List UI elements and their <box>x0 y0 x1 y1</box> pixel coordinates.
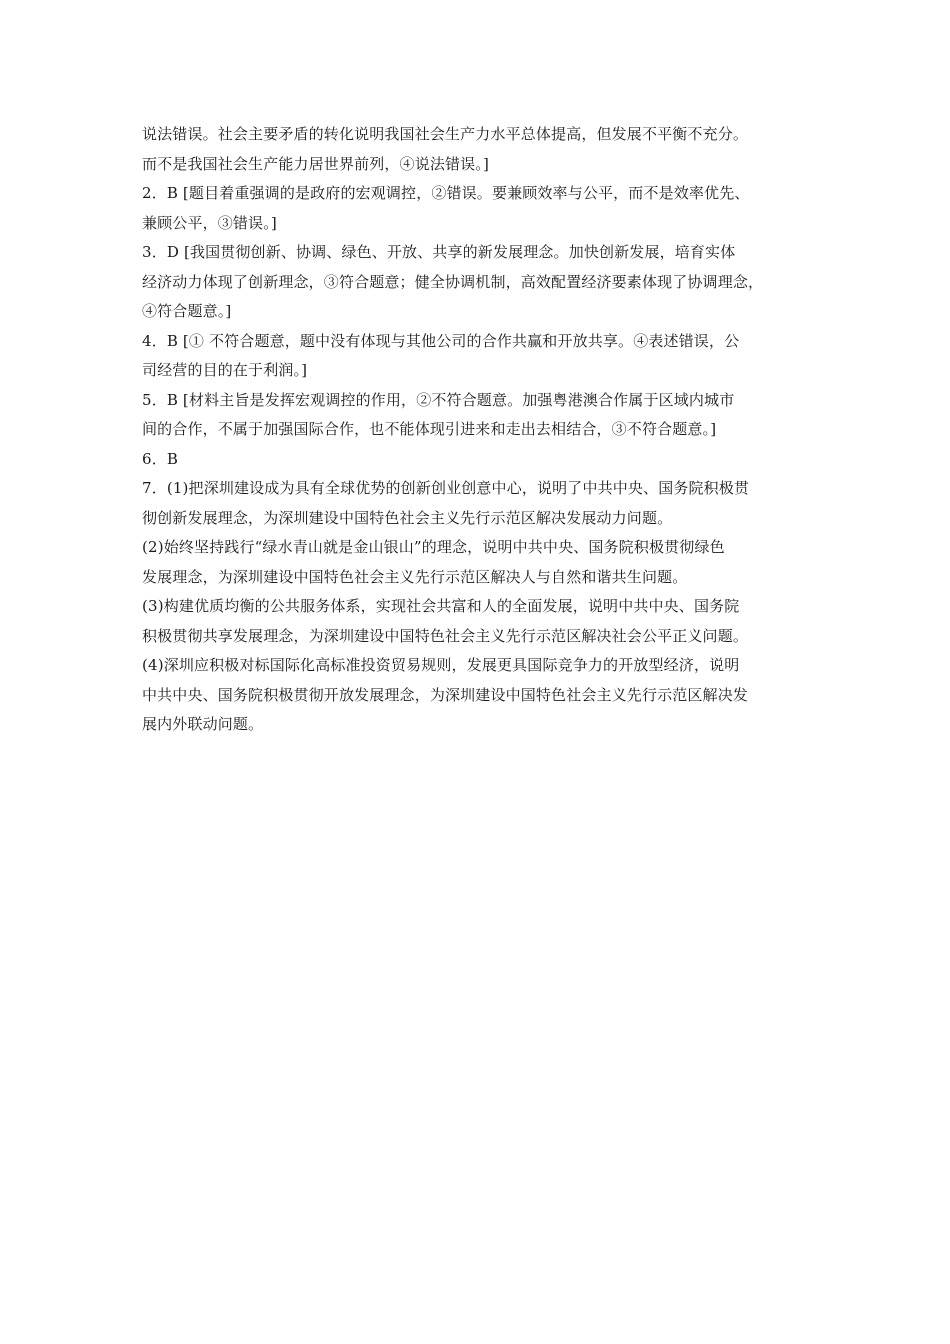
text-line: 发展理念，为深圳建设中国特色社会主义先行示范区解决人与自然和谐共生问题。 <box>142 567 688 586</box>
text-line: 中共中央、国务院积极贯彻开放发展理念，为深圳建设中国特色社会主义先行示范区解决发 <box>142 685 749 704</box>
answer-7-line: 7．(1)把深圳建设成为具有全球优势的创新创业创意中心，说明了中共中央、国务院积极贯 <box>142 479 750 497</box>
text-line: 兼顾公平，③错误。] <box>142 213 277 232</box>
text-line: 而不是我国社会生产能力居世界前列，④说法错误。] <box>142 154 489 173</box>
text-line: 积极贯彻共享发展理念，为深圳建设中国特色社会主义先行示范区解决社会公平正义问题。 <box>142 626 749 645</box>
answer-3-line: 3．D [我国贯彻创新、协调、绿色、开放、共享的新发展理念。加快创新发展，培育实体 <box>142 243 736 261</box>
answer-6-line: 6．B <box>142 449 179 468</box>
text-line: 司经营的目的在于利润。] <box>142 361 308 379</box>
answer-2-line: 2．B [题目着重强调的是政府的宏观调控，②错误。要兼顾效率与公平，而不是效率优先、 <box>142 184 750 202</box>
text-line: 说法错误。社会主要矛盾的转化说明我国社会生产力水平总体提高，但发展不平衡不充分。 <box>142 125 749 143</box>
text-line: (3)构建优质均衡的公共服务体系，实现社会共富和人的全面发展，说明中共中央、国务院 <box>142 597 740 615</box>
answer-4-line: 4．B [① 不符合题意，题中没有体现与其他公司的合作共赢和开放共享。④表述错误，公 <box>142 331 740 350</box>
text-line: 彻创新发展理念，为深圳建设中国特色社会主义先行示范区解决发展动力问题。 <box>142 508 673 527</box>
text-line: (2)始终坚持践行“绿水青山就是金山银山”的理念，说明中共中央、国务院积极贯彻绿色 <box>142 538 725 556</box>
text-line: (4)深圳应积极对标国际化高标准投资贸易规则，发展更具国际竞争力的开放型经济，说明 <box>142 656 740 674</box>
text-line: 展内外联动问题。 <box>142 715 264 733</box>
answer-text-block <box>142 120 832 740</box>
text-line: 间的合作，不属于加强国际合作，也不能体现引进来和走出去相结合，③不符合题意。] <box>142 420 717 438</box>
answer-5-line: 5．B [材料主旨是发挥宏观调控的作用，②不符合题意。加强粤港澳合作属于区域内城市 <box>142 390 735 409</box>
text-line: 经济动力体现了创新理念，③符合题意；健全协调机制，高效配置经济要素体现了协调理念， <box>142 272 764 291</box>
text-line: ④符合题意。] <box>142 302 232 320</box>
